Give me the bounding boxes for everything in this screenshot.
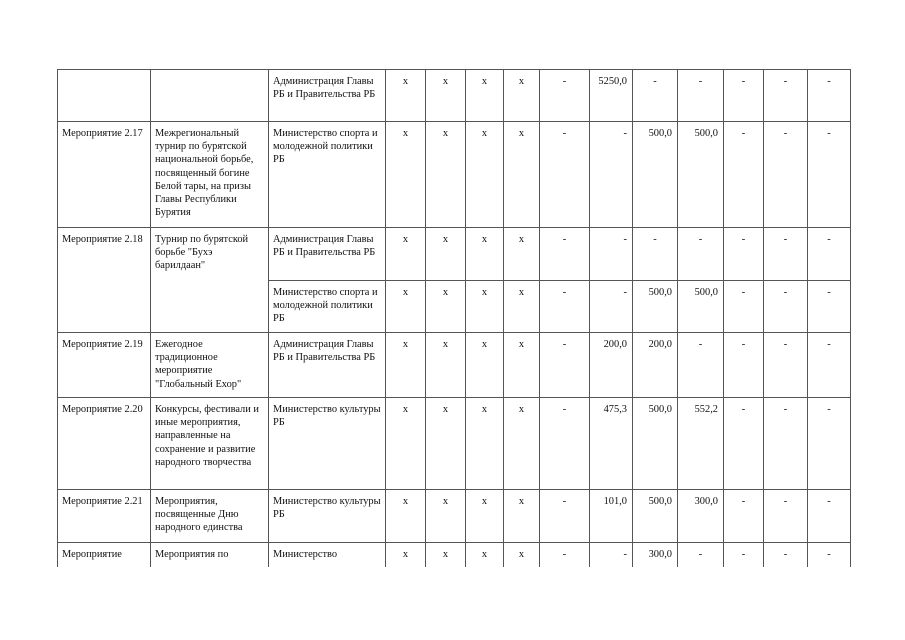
executor-cell: Администрация Главы РБ и Правительства РБ — [269, 228, 386, 281]
value-cell: х — [386, 333, 426, 398]
value-cell: - — [678, 333, 724, 398]
value-cell: 101,0 — [590, 490, 633, 543]
value-cell: х — [504, 281, 540, 333]
value-cell: - — [764, 70, 808, 122]
value-cell: - — [540, 398, 590, 490]
value-cell: х — [466, 281, 504, 333]
value-cell: 200,0 — [633, 333, 678, 398]
value-cell: х — [386, 122, 426, 228]
activity-name-cell: Межрегиональный турнир по бурятской национальной борьбе, посвященный богине Белой тары, на призы Главы Республики Бурятия — [151, 122, 269, 228]
value-cell: - — [540, 281, 590, 333]
value-cell: 300,0 — [678, 490, 724, 543]
value-cell: х — [466, 122, 504, 228]
table-row — [58, 333, 851, 398]
value-cell: - — [764, 122, 808, 228]
value-cell: х — [386, 398, 426, 490]
activity-id-cell — [58, 70, 151, 122]
activity-id-cell: Мероприятие — [58, 543, 151, 567]
value-cell: - — [540, 490, 590, 543]
value-cell: х — [504, 490, 540, 543]
value-cell: х — [386, 543, 426, 567]
value-cell: - — [678, 543, 724, 567]
executor-cell: Министерство спорта и молодежной политики РБ — [269, 281, 386, 333]
value-cell: 500,0 — [633, 281, 678, 333]
value-cell: х — [504, 398, 540, 490]
value-cell: х — [426, 490, 466, 543]
value-cell: - — [678, 228, 724, 281]
executor-cell: Администрация Главы РБ и Правительства РБ — [269, 333, 386, 398]
value-cell: - — [724, 543, 764, 567]
value-cell: - — [764, 543, 808, 567]
activity-id-cell: Мероприятие 2.17 — [58, 122, 151, 228]
executor-cell: Министерство культуры РБ — [269, 398, 386, 490]
value-cell: - — [808, 281, 851, 333]
value-cell: х — [504, 122, 540, 228]
table-row — [58, 228, 851, 281]
value-cell: - — [808, 490, 851, 543]
executor-cell: Министерство спорта и молодежной политики РБ — [269, 122, 386, 228]
value-cell: - — [808, 333, 851, 398]
value-cell: - — [808, 70, 851, 122]
activity-id-cell: Мероприятие 2.21 — [58, 490, 151, 543]
value-cell: х — [466, 398, 504, 490]
table-row — [58, 543, 851, 567]
value-cell: - — [724, 333, 764, 398]
value-cell: 475,3 — [590, 398, 633, 490]
activity-id-cell: Мероприятие 2.18 — [58, 228, 151, 333]
value-cell: - — [633, 228, 678, 281]
value-cell: х — [386, 490, 426, 543]
executor-cell: Министерство культуры РБ — [269, 490, 386, 543]
value-cell: - — [724, 490, 764, 543]
activity-name-cell: Турнир по бурятской борьбе "Бухэ барилдаан" — [151, 228, 269, 333]
value-cell: х — [504, 228, 540, 281]
value-cell: 500,0 — [633, 490, 678, 543]
value-cell: - — [724, 228, 764, 281]
value-cell: - — [590, 228, 633, 281]
value-cell: х — [466, 543, 504, 567]
value-cell: - — [808, 228, 851, 281]
value-cell: 5250,0 — [590, 70, 633, 122]
value-cell: - — [540, 122, 590, 228]
value-cell: 500,0 — [633, 398, 678, 490]
value-cell: - — [540, 333, 590, 398]
value-cell: х — [504, 543, 540, 567]
value-cell: - — [590, 543, 633, 567]
value-cell: - — [764, 490, 808, 543]
value-cell: 552,2 — [678, 398, 724, 490]
value-cell: - — [724, 122, 764, 228]
value-cell: х — [386, 228, 426, 281]
value-cell: х — [386, 70, 426, 122]
activity-id-cell: Мероприятие 2.19 — [58, 333, 151, 398]
value-cell: х — [426, 70, 466, 122]
value-cell: х — [504, 333, 540, 398]
executor-cell: Администрация Главы РБ и Правительства РБ — [269, 70, 386, 122]
value-cell: х — [426, 228, 466, 281]
value-cell: 300,0 — [633, 543, 678, 567]
executor-cell: Министерство — [269, 543, 386, 567]
value-cell: - — [808, 122, 851, 228]
value-cell: х — [426, 122, 466, 228]
value-cell: - — [808, 543, 851, 567]
value-cell: 500,0 — [678, 281, 724, 333]
value-cell: - — [678, 70, 724, 122]
value-cell: х — [504, 70, 540, 122]
value-cell: - — [764, 398, 808, 490]
activity-name-cell: Ежегодное традиционное мероприятие "Глобальный Ехор" — [151, 333, 269, 398]
value-cell: - — [590, 281, 633, 333]
activity-id-cell: Мероприятие 2.20 — [58, 398, 151, 490]
value-cell: - — [724, 70, 764, 122]
value-cell: х — [466, 228, 504, 281]
value-cell: - — [724, 398, 764, 490]
value-cell: 500,0 — [633, 122, 678, 228]
value-cell: 200,0 — [590, 333, 633, 398]
value-cell: - — [764, 228, 808, 281]
activity-name-cell — [151, 70, 269, 122]
value-cell: х — [426, 333, 466, 398]
value-cell: - — [808, 398, 851, 490]
value-cell: - — [540, 543, 590, 567]
value-cell: 500,0 — [678, 122, 724, 228]
value-cell: - — [633, 70, 678, 122]
value-cell: х — [386, 281, 426, 333]
value-cell: х — [466, 490, 504, 543]
value-cell: х — [466, 333, 504, 398]
value-cell: - — [540, 228, 590, 281]
value-cell: - — [540, 70, 590, 122]
activity-name-cell: Мероприятия, посвященные Дню народного единства — [151, 490, 269, 543]
activity-name-cell: Конкурсы, фестивали и иные мероприятия, направленные на сохранение и развитие народного творчества — [151, 398, 269, 490]
value-cell: х — [466, 70, 504, 122]
value-cell: х — [426, 281, 466, 333]
value-cell: - — [590, 122, 633, 228]
table-row — [58, 70, 851, 122]
value-cell: х — [426, 398, 466, 490]
table-row — [58, 122, 851, 228]
activity-name-cell: Мероприятия по — [151, 543, 269, 567]
program-activities-table — [57, 69, 851, 567]
value-cell: - — [724, 281, 764, 333]
value-cell: - — [764, 333, 808, 398]
value-cell: х — [426, 543, 466, 567]
value-cell: - — [764, 281, 808, 333]
table-row — [58, 490, 851, 543]
table-row — [58, 398, 851, 490]
